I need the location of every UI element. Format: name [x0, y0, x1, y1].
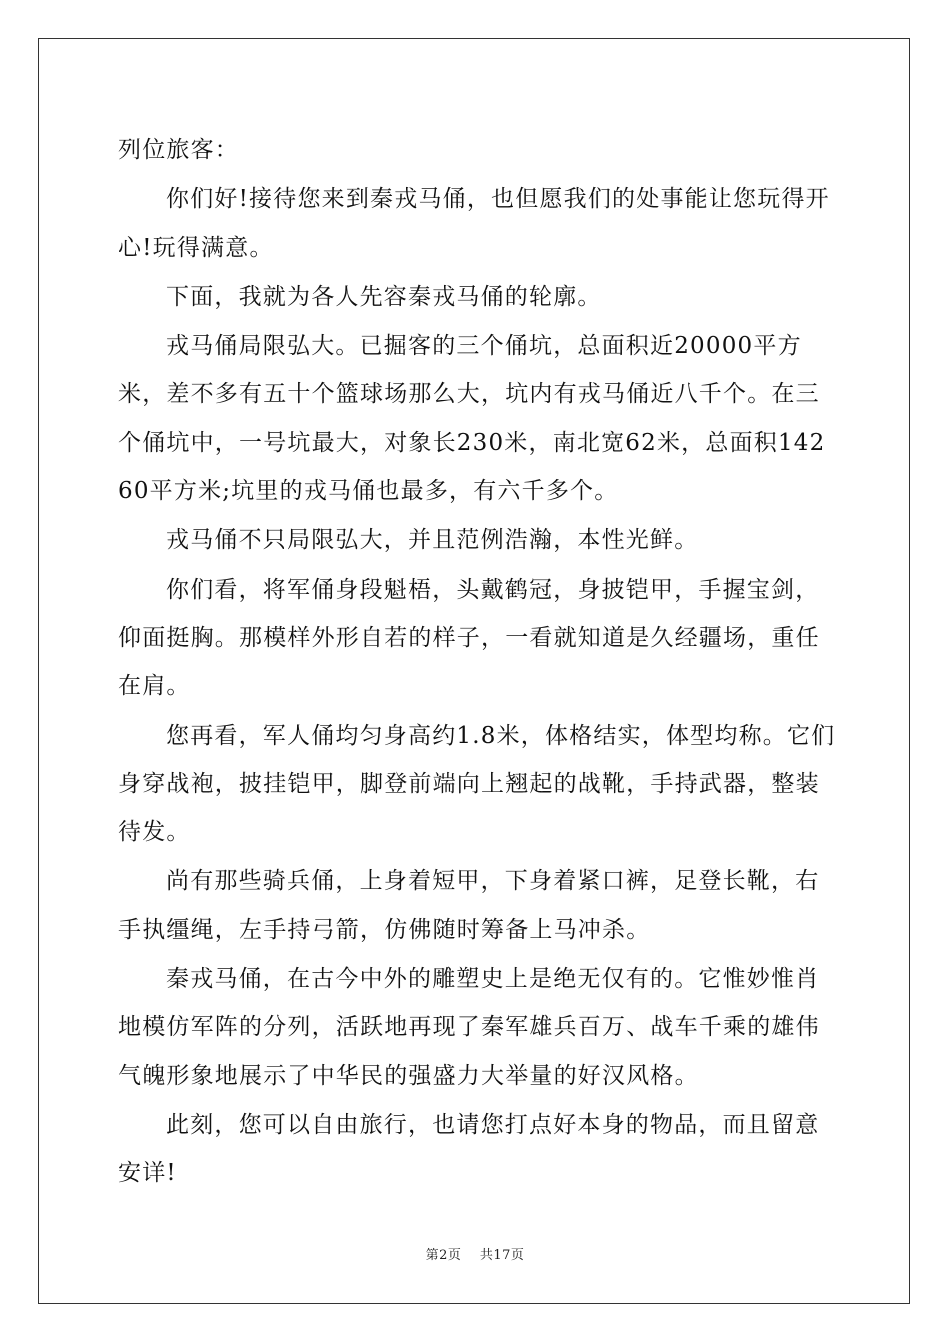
page-footer	[0, 1244, 950, 1263]
paragraph-general: 你们看，将军俑身段魁梧，头戴鹤冠，身披铠甲，手握宝剑，仰面挺胸。那模样外形自若的样子，一看就知道是久经疆场，重任在肩。	[118, 576, 820, 700]
paragraph-scale: 戎马俑局限弘大。已掘客的三个俑坑，总面积近20000平方米，差不多有五十个篮球场那么大，坑内有戎马俑近八千个。在三个俑坑中，一号坑最大，对象长230米，南北宽62米，总面积14260平方米;坑里的戎马俑也最多，有六千多个。	[118, 333, 826, 505]
greeting: 列位旅客：	[118, 137, 239, 163]
paragraph-intro: 下面，我就为各人先容秦戎马俑的轮廓。	[166, 283, 602, 310]
paragraph-significance: 秦戎马俑，在古今中外的雕塑史上是绝无仅有的。它惟妙惟肖地模仿军阵的分列，活跃地再现了秦军雄兵百万、战车千乘的雄伟气魄形象地展示了中华民的强盛力大举量的好汉风格。	[118, 966, 820, 1089]
paragraph-soldier: 您再看，军人俑均匀身高约1.8米，体格结实，体型均称。它们身穿战袍，披挂铠甲，脚登前端向上翘起的战靴，手持武器，整装待发。	[118, 722, 836, 846]
document-body	[118, 126, 838, 1199]
paragraph-closing: 此刻，您可以自由旅行，也请您打点好本身的物品，而且留意安详!	[118, 1111, 820, 1187]
paragraph-cavalry: 尚有那些骑兵俑，上身着短甲，下身着紧口裤，足登长靴，右手执缰绳，左手持弓箭，仿佛随时筹备上马冲杀。	[118, 868, 820, 943]
page-number: 第2页	[425, 1248, 462, 1263]
paragraph-welcome: 你们好!接待您来到秦戎马俑，也但愿我们的处事能让您玩得开心!玩得满意。	[118, 186, 830, 261]
paragraph-variety: 戎马俑不只局限弘大，并且范例浩瀚，本性光鲜。	[166, 527, 699, 554]
footer-spacer	[461, 1248, 480, 1263]
page-total: 共17页	[479, 1248, 525, 1263]
